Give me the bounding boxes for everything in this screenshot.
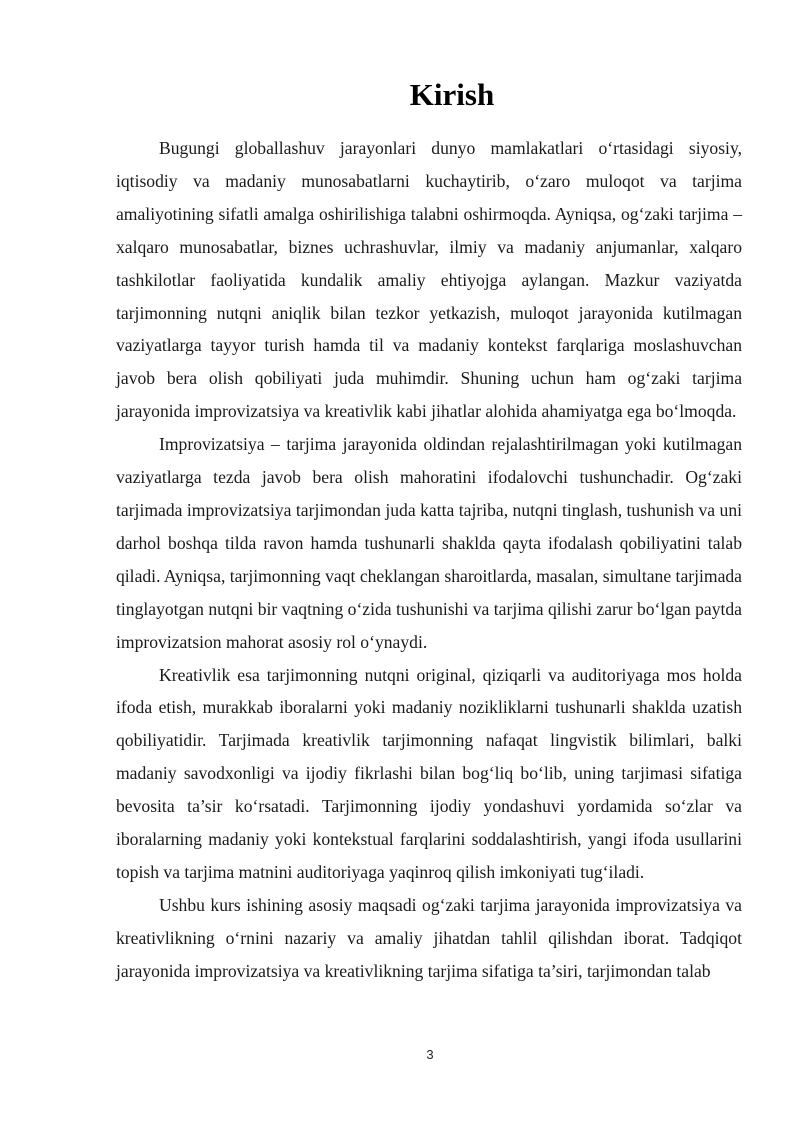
page-title: Kirish xyxy=(409,77,495,112)
page-number: 3 xyxy=(426,1047,434,1062)
paragraph-intro: Bugungi globallashuv jarayonlari dunyo mamlakatlari o‘rtasidagi siyosiy, iqtisodiy va madaniy munosabatlarni kuchaytirib, o‘zaro muloqot va tarjima amaliyotining sifatli amalga oshirilishiga talabni oshirmoqda. Ayniqsa, og‘zaki tarjima – xalqaro munosabatlar, biznes uchrashuvlar, ilmiy va madaniy anjumanlar, xalqaro tashkilotlar faoliyatida kundalik amaliy ehtiyojga aylangan. Mazkur vaziyatda tarjimonning nutqni aniqlik bilan tezkor yetkazish, muloqot jarayonida kutilmagan vaziyatlarga tayyor turish hamda til va madaniy kontekst farqlariga moslashuvchan javob bera olish qobiliyati juda muhimdir. Shuning uchun ham og‘zaki tarjima jarayonida improvizatsiya va kreativlik kabi jihatlar alohida ahamiyatga ega bo‘lmoqda. xyxy=(116,138,742,422)
paragraph-improvisation: Improvizatsiya – tarjima jarayonida oldindan rejalashtirilmagan yoki kutilmagan vaziyatlarga tezda javob bera olish mahoratini ifodalovchi tushunchadir. Og‘zaki tarjimada improvizatsiya tarjimondan juda katta tajriba, nutqni tinglash, tushunish va uni darhol boshqa tilda ravon hamda tushunarli shaklda qayta ifodalash qobiliyatini talab qiladi. Ayniqsa, tarjimonning vaqt cheklangan sharoitlarda, masalan, simultane tarjimada tinglayotgan nutqni bir vaqtning o‘zida tushunishi va tarjima qilishi zarur bo‘lgan paytda improvizatsion mahorat asosiy rol o‘ynaydi. xyxy=(116,434,742,652)
body-text xyxy=(116,132,742,988)
paragraph-aim: Ushbu kurs ishining asosiy maqsadi og‘zaki tarjima jarayonida improvizatsiya va kreativlikning o‘rnini nazariy va amaliy jihatdan tahlil qilishdan iborat. Tadqiqot jarayonida improvizatsiya va kreativlikning tarjima sifatiga ta’siri, tarjimondan talab xyxy=(116,894,742,981)
paragraph-creativity: Kreativlik esa tarjimonning nutqni original, qiziqarli va auditoriyaga mos holda ifoda etish, murakkab iboralarni yoki madaniy nozikliklarni tushunarli shaklda uzatish qobiliyatidir. Tarjimada kreativlik tarjimonning nafaqat lingvistik bilimlari, balki madaniy savodxonligi va ijodiy fikrlashi bilan bog‘liq bo‘lib, uning tarjimasi sifatiga bevosita ta’sir ko‘rsatadi. Tarjimonning ijodiy yondashuvi yordamida so‘zlar va iboralarning madaniy yoki kontekstual farqlarini soddalashtirish, yangi ifoda usullarini topish va tarjima matnini auditoriyaga yaqinroq qilish imkoniyati tug‘iladi. xyxy=(116,664,742,882)
